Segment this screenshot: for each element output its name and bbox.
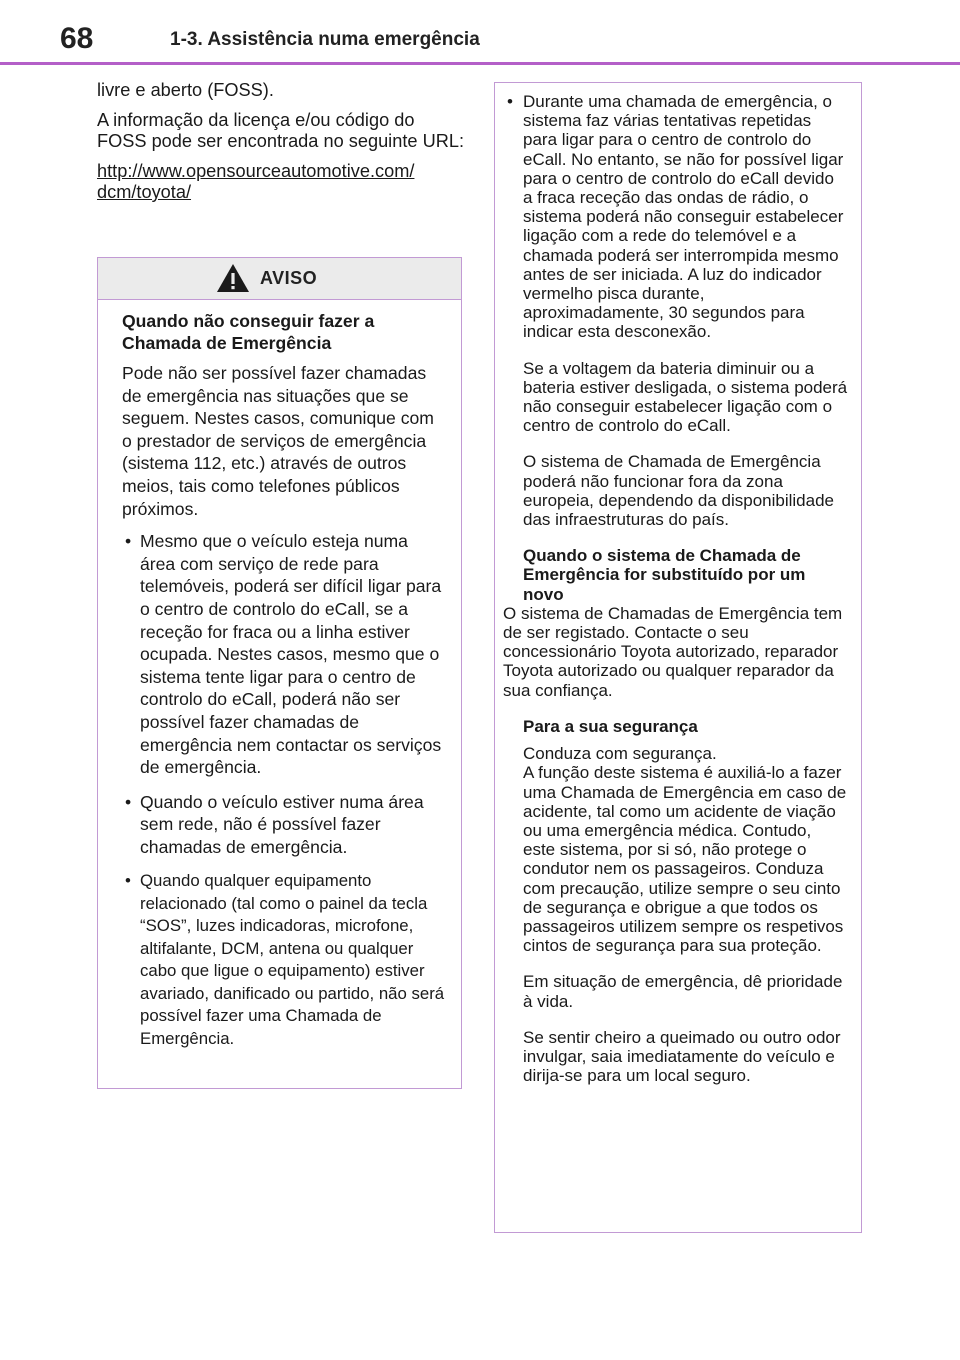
paragraph-smell: Se sentir cheiro a queimado ou outro odor invulgar, saia imediatamente do veículo e dirija-se para um local seguro. [523, 1027, 841, 1086]
bullet-dot: • [125, 871, 131, 891]
paragraph-function: A função deste sistema é auxiliá-lo a fazer uma Chamada de Emergência em caso de acidente, tal como um acidente de viação ou uma emergência médica. Contudo, este sistema, por si só, não protege o condutor nem os passageiros. Conduza com precaução, utilize sempre o seu cinto de segurança e obrigue a que todos os passageiros utilizem sempre os respetivos cintos de segurança para sua proteção. [523, 763, 847, 956]
warning-title: AVISO [260, 268, 318, 288]
bullet-dot: • [507, 92, 513, 111]
heading-replacement: Quando o sistema de Chamada de Emergência for substituído por um novo [523, 546, 806, 604]
bullet-text: Quando qualquer equipamento relacionado (tal como o painel da tecla “SOS”, luzes indicadoras, microfone, altifalante, DCM, antena ou qualquer cabo que ligue o equipamento) estiver avariado, danificado ou partido, não será possível fazer uma Chamada de Emergência. [140, 871, 445, 1048]
info-box-content [503, 92, 848, 1102]
bullet-text: Durante uma chamada de emergência, o sistema faz várias tentativas repetidas para ligar para o centro de controlo do eCall. No entanto, se não for possível ligar para o centro de controlo do eCall devido a fraca receção das ondas de rádio, o sistema poderá não conseguir estabelecer ligação com a rede do telemóvel e a chamada poderá ser interrompida mesmo antes de ser iniciada. A luz do indicador vermelho pisca durante, aproximadamente, 30 segundos para indicar esta desconexão. [523, 92, 844, 342]
header-rule [0, 62, 960, 65]
bullet-text: Mesmo que o veículo esteja numa área com serviço de rede para telemóveis, poderá ser difícil ligar para o centro de controlo do eCall, se a receção for fraca ou a linha estiver ocupada. Nestes casos, mesmo que o sistema tente ligar para o centro de controlo do eCall, poderá não ser possível fazer chamadas de emergência nem contactar os serviços de emergência. [140, 531, 442, 778]
paragraph-license-info: A informação da licença e/ou código do FOSS pode ser encontrada no seguinte URL: [97, 110, 465, 151]
warning-header [98, 258, 461, 300]
warning-box [97, 257, 462, 1089]
paragraph-europe: O sistema de Chamada de Emergência poderá não funcionar fora da zona europeia, dependendo da disponibilidade das infraestruturas do país. [523, 452, 834, 530]
list-item [122, 530, 445, 779]
paragraph-priority: Em situação de emergência, dê prioridade à vida. [523, 972, 843, 1011]
bullet-text: Quando o veículo estiver numa área sem rede, não é possível fazer chamadas de emergência. [140, 791, 424, 857]
list-item [503, 92, 848, 342]
paragraph-battery: Se a voltagem da bateria diminuir ou a bateria estiver desligada, o sistema poderá não conseguir estabelecer ligação com o centro de controlo do eCall. [523, 358, 848, 436]
paragraph-foss: livre e aberto (FOSS). [97, 80, 274, 100]
warning-body [98, 300, 461, 1050]
heading-safety: Para a sua segurança [523, 716, 698, 736]
license-url[interactable] [97, 161, 467, 203]
warning-heading: Quando não conseguir fazer a Chamada de Emergência [122, 311, 375, 353]
left-column [97, 80, 467, 212]
info-box [494, 82, 862, 1233]
list-item [122, 870, 445, 1050]
warning-triangle-icon [215, 262, 251, 294]
url-line-2[interactable]: dcm/toyota/ [97, 182, 192, 202]
url-line-1[interactable]: http://www.opensourceautomotive.com/ [97, 161, 415, 181]
warning-intro: Pode não ser possível fazer chamadas de emergência nas situações que se seguem. Nestes casos, comunique com o prestador de serviços de emergência (sistema 112, etc.) através de outros meios, tais como telefones públicos próximos. [122, 363, 434, 519]
bullet-dot: • [125, 791, 132, 812]
paragraph-register: O sistema de Chamadas de Emergência tem de ser registado. Contacte o seu concessionário Toyota autorizado, reparador Toyota autorizado ou qualquer reparador da sua confiança. [503, 603, 843, 700]
bullet-dot: • [125, 531, 132, 552]
paragraph-drive-safely: Conduza com segurança. [523, 744, 717, 764]
page-number: 68 [60, 22, 94, 55]
section-title: 1-3. Assistência numa emergência [170, 29, 480, 50]
list-item [122, 791, 445, 859]
